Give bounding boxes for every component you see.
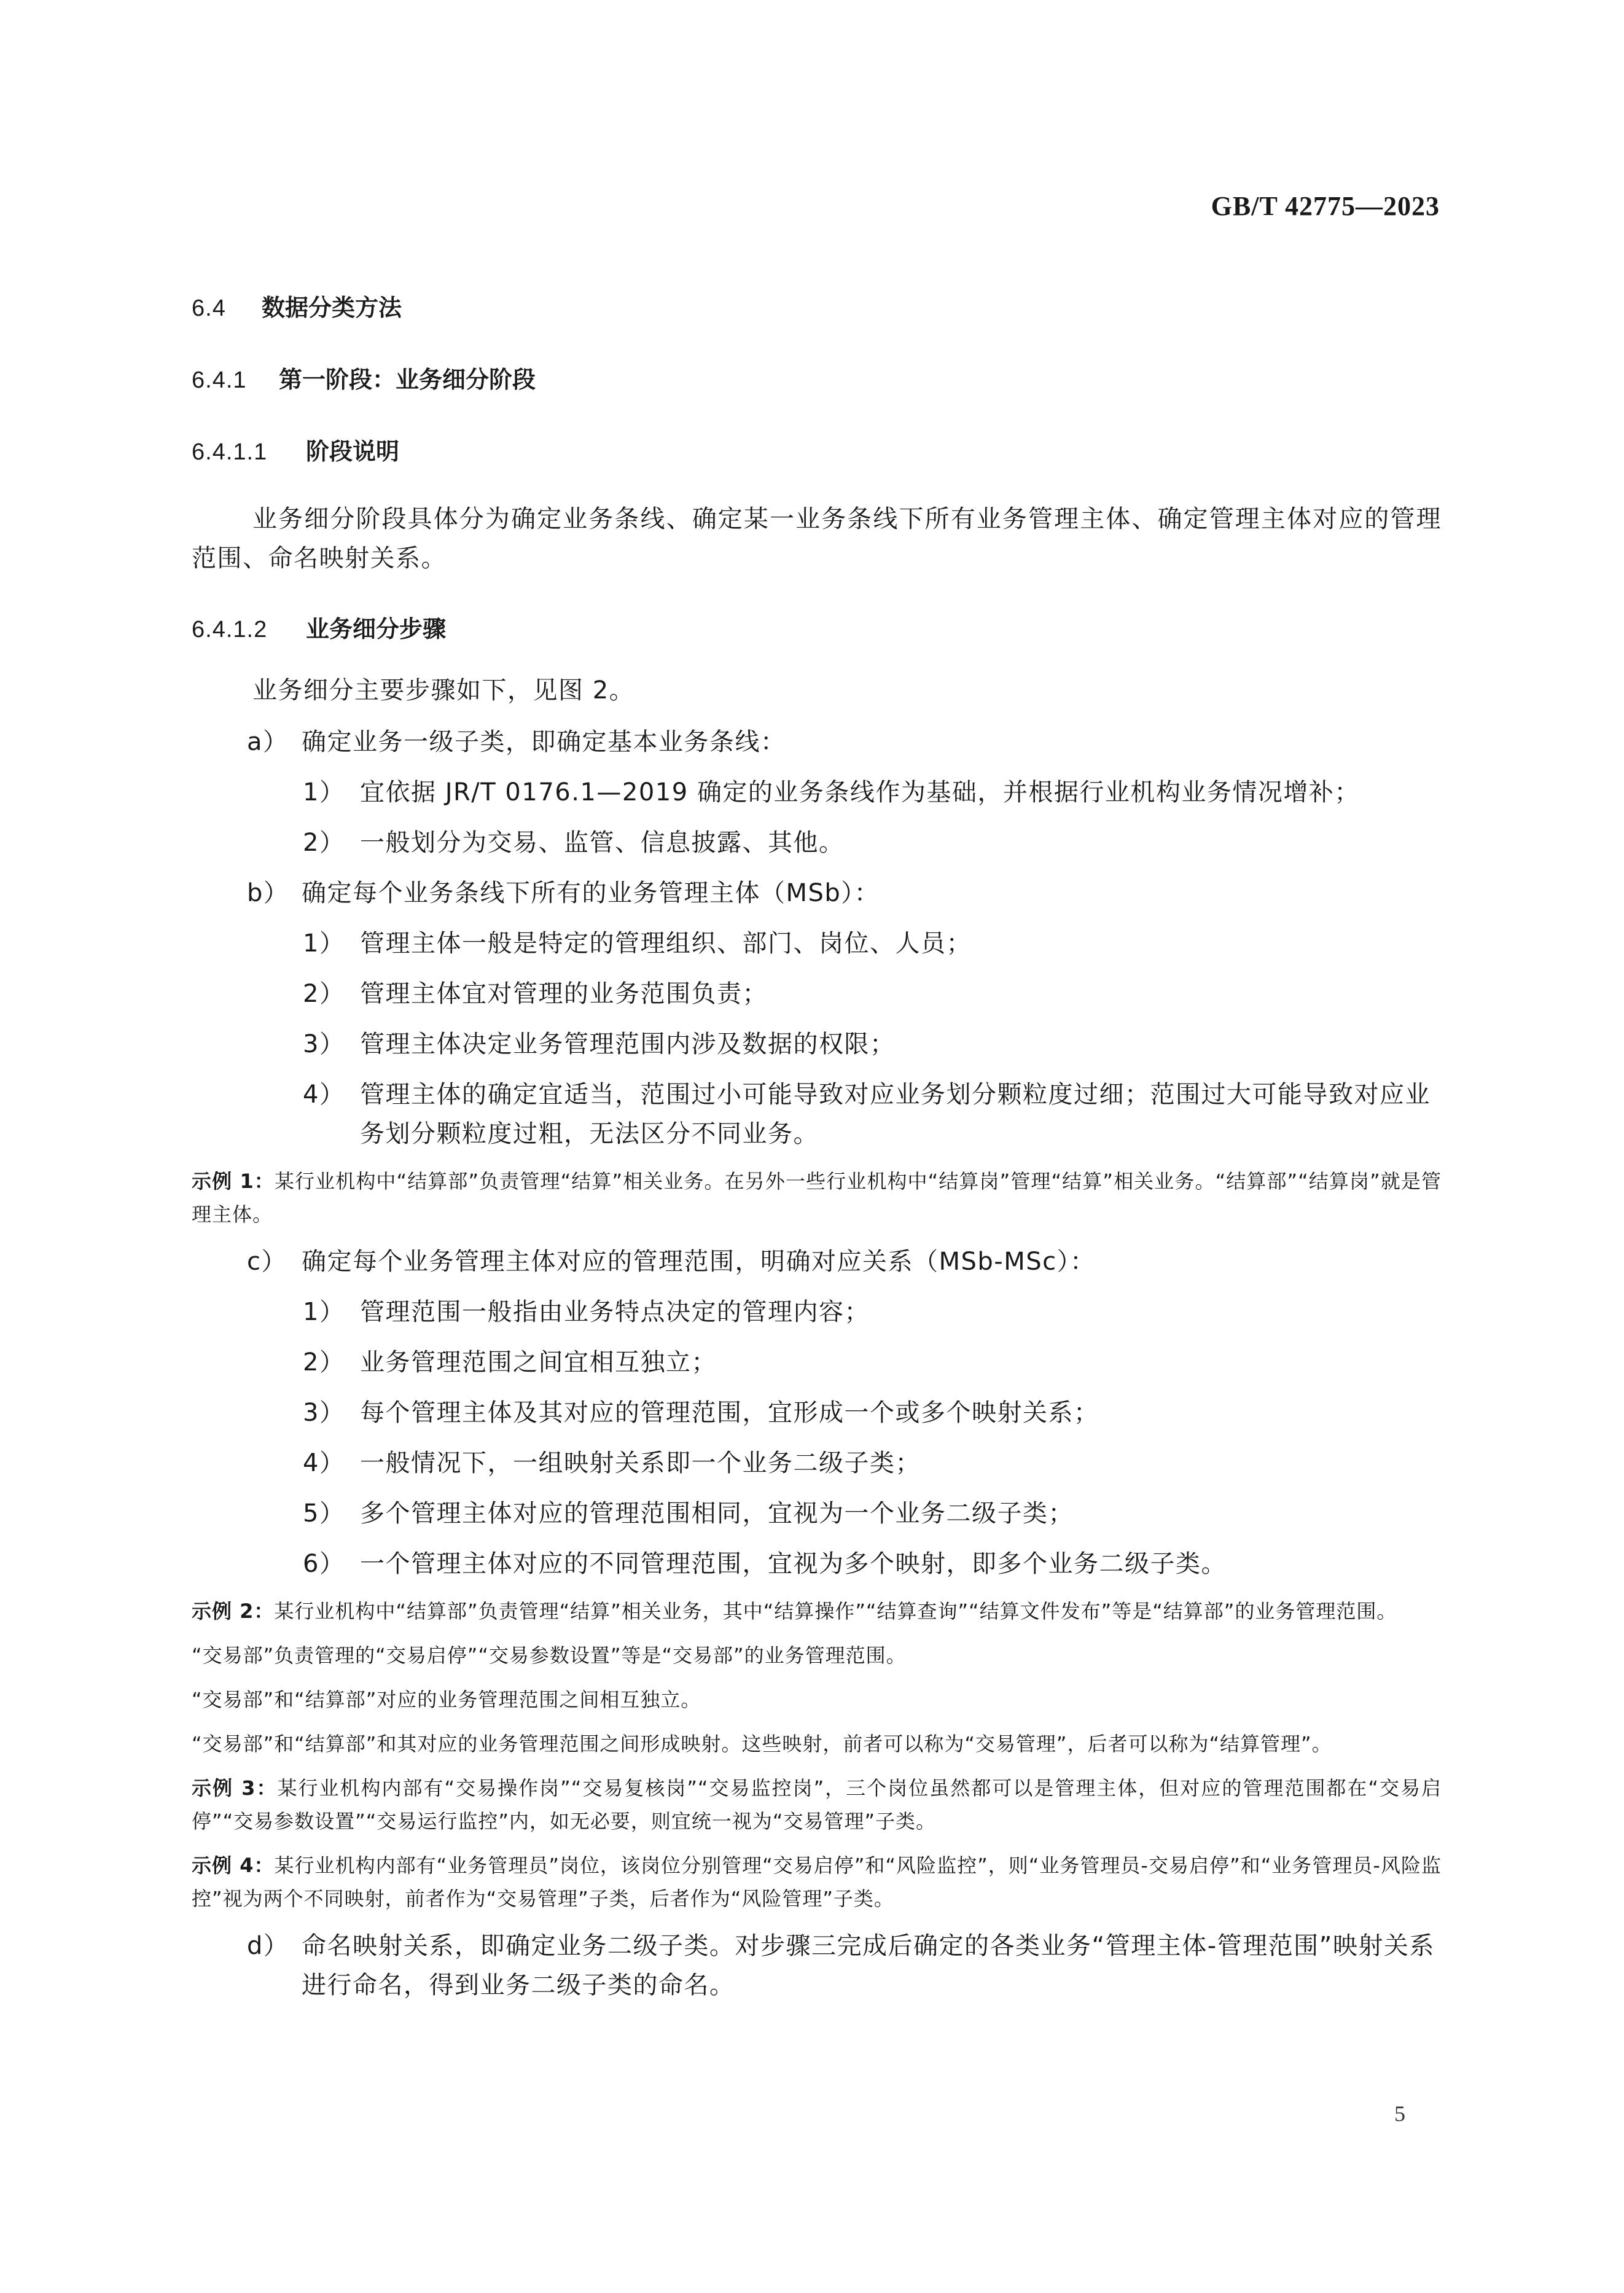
stage-description-paragraph: 业务细分阶段具体分为确定业务条线、确定某一业务条线下所有业务管理主体、确定管理主体对应的管理范围、命名映射关系。 — [192, 505, 1442, 572]
list-item-step-a — [192, 722, 1442, 762]
sub-list-item — [192, 1443, 1442, 1483]
list-item-step-d — [192, 1926, 1442, 2005]
list-marker: 2） — [303, 980, 345, 1008]
example-note-continuation: “交易部”负责管理的“交易启停”“交易参数设置”等是“交易部”的业务管理范围。 — [192, 1644, 907, 1667]
example-note-4 — [192, 1849, 1442, 1915]
list-item-text: 业务管理范围之间宜相互独立； — [360, 1348, 717, 1377]
example-label: 示例 3： — [192, 1776, 278, 1800]
example-text: 某行业机构中“结算部”负责管理“结算”相关业务。在另外一些行业机构中“结算岗”管理“结算”相关业务。“结算部”“结算岗”就是管理主体。 — [192, 1170, 1442, 1226]
heading-title: 第一阶段：业务细分阶段 — [279, 366, 536, 393]
sub-list-item — [192, 1025, 1442, 1064]
list-item-text: 确定每个业务条线下所有的业务管理主体（MSb）： — [302, 879, 880, 907]
example-label: 示例 1： — [192, 1170, 275, 1193]
heading-number: 6.4.1 — [192, 367, 247, 393]
list-marker: 1） — [303, 778, 345, 807]
list-item-text: 命名映射关系，即确定业务二级子类。对步骤三完成后确定的各类业务“管理主体-管理范围”映射关系进行命名，得到业务二级子类的命名。 — [302, 1932, 1435, 1999]
example-note-1 — [192, 1165, 1442, 1231]
list-item-text: 管理主体决定业务管理范围内涉及数据的权限； — [360, 1030, 896, 1058]
heading-number: 6.4 — [192, 295, 226, 321]
list-item-text: 管理主体一般是特定的管理组织、部门、岗位、人员； — [360, 929, 972, 958]
steps-intro: 业务细分主要步骤如下，见图 2。 — [252, 676, 635, 705]
list-item-text: 确定每个业务管理主体对应的管理范围，明确对应关系（MSb-MSc）： — [302, 1248, 1096, 1276]
example-note-continuation: “交易部”和“结算部”对应的业务管理范围之间相互独立。 — [192, 1688, 701, 1711]
list-item-step-c — [192, 1242, 1442, 1281]
list-item-text: 管理主体宜对管理的业务范围负责； — [360, 980, 768, 1008]
list-marker: 5） — [303, 1499, 345, 1528]
sub-list-item — [192, 1292, 1442, 1332]
list-item-text: 一个管理主体对应的不同管理范围，宜视为多个映射，即多个业务二级子类。 — [360, 1550, 1227, 1578]
page-number: 5 — [1394, 2101, 1405, 2126]
heading-title: 数据分类方法 — [262, 294, 402, 321]
list-marker: 3） — [303, 1399, 345, 1427]
example-note-continuation: “交易部”和“结算部”和其对应的业务管理范围之间形成映射。这些映射，前者可以称为“交易管理”，后者可以称为“结算管理”。 — [192, 1732, 1332, 1756]
heading-number: 6.4.1.1 — [192, 439, 268, 465]
list-marker: d） — [247, 1932, 289, 1960]
list-item-text: 管理主体的确定宜适当，范围过小可能导致对应业务划分颗粒度过细；范围过大可能导致对应业务划分颗粒度过粗，无法区分不同业务。 — [360, 1080, 1431, 1148]
example-note-3 — [192, 1772, 1442, 1838]
sub-list-item — [192, 1393, 1442, 1432]
sub-list-item — [192, 1544, 1442, 1584]
sub-list-item — [192, 1494, 1442, 1533]
list-marker: 4） — [303, 1080, 345, 1109]
sub-list-item — [192, 823, 1442, 862]
list-item-text: 一般划分为交易、监管、信息披露、其他。 — [360, 829, 845, 857]
example-label: 示例 4： — [192, 1854, 275, 1877]
list-item-step-b — [192, 873, 1442, 913]
example-text: 某行业机构中“结算部”负责管理“结算”相关业务，其中“结算操作”“结算查询”“结算文件发布”等是“结算部”的业务管理范围。 — [274, 1600, 1397, 1623]
heading-6-4 — [192, 289, 1442, 322]
list-marker: b） — [247, 879, 289, 907]
list-item-text: 每个管理主体及其对应的管理范围，宜形成一个或多个映射关系； — [360, 1399, 1099, 1427]
list-marker: 4） — [303, 1449, 345, 1477]
sub-list-item — [192, 773, 1442, 812]
list-marker: 3） — [303, 1030, 345, 1058]
list-marker: 1） — [303, 929, 345, 958]
heading-6-4-1-2 — [192, 610, 1442, 644]
sub-list-item — [192, 974, 1442, 1014]
heading-title: 业务细分步骤 — [306, 615, 447, 643]
heading-6-4-1-1 — [192, 432, 1442, 466]
list-item-text: 多个管理主体对应的管理范围相同，宜视为一个业务二级子类； — [360, 1499, 1074, 1528]
list-marker: 2） — [303, 1348, 345, 1377]
heading-number: 6.4.1.2 — [192, 617, 268, 643]
list-marker: 1） — [303, 1298, 345, 1326]
heading-title: 阶段说明 — [306, 438, 400, 465]
example-text: 某行业机构内部有“交易操作岗”“交易复核岗”“交易监控岗”，三个岗位虽然都可以是管理主体，但对应的管理范围都在“交易启停”“交易参数设置”“交易运行监控”内，如无必要，则宜统一视为“交易管理”子类。 — [192, 1776, 1442, 1833]
example-text: 某行业机构内部有“业务管理员”岗位，该岗位分别管理“交易启停”和“风险监控”，则“业务管理员-交易启停”和“业务管理员-风险监控”视为两个不同映射，前者作为“交易管理”子类，后者作为“风险管理”子类。 — [192, 1854, 1442, 1910]
list-item-text: 管理范围一般指由业务特点决定的管理内容； — [360, 1298, 870, 1326]
sub-list-item — [192, 1075, 1442, 1154]
heading-6-4-1 — [192, 361, 1442, 394]
document-body — [192, 289, 1442, 2016]
example-note-2 — [192, 1595, 1442, 1628]
list-item-text: 确定业务一级子类，即确定基本业务条线： — [302, 728, 786, 756]
list-marker: 2） — [303, 829, 345, 857]
list-item-text: 宜依据 JR/T 0176.1—2019 确定的业务条线作为基础，并根据行业机构业务情况增补； — [360, 778, 1360, 807]
sub-list-item — [192, 924, 1442, 963]
list-item-text: 一般情况下，一组映射关系即一个业务二级子类； — [360, 1449, 921, 1477]
sub-list-item — [192, 1343, 1442, 1382]
example-label: 示例 2： — [192, 1600, 275, 1623]
list-marker: a） — [247, 728, 289, 756]
list-marker: 6） — [303, 1550, 345, 1578]
list-marker: c） — [247, 1248, 287, 1276]
standard-code: GB/T 42775—2023 — [1211, 191, 1440, 221]
